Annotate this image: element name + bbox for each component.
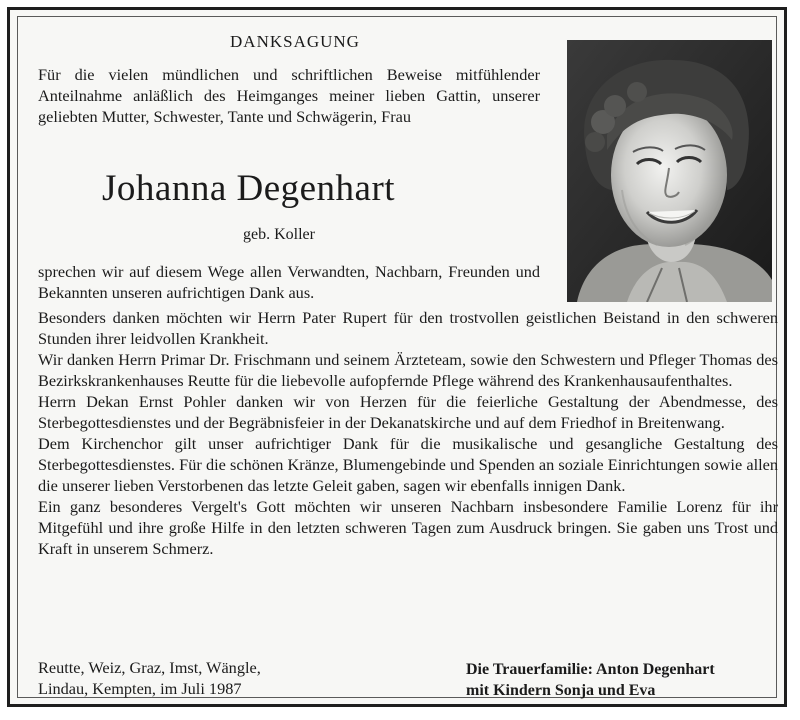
places-line-2: Lindau, Kempten, im Juli 1987 — [38, 679, 242, 698]
deceased-name: Johanna Degenhart — [102, 168, 396, 209]
portrait-photo — [567, 40, 772, 302]
obituary-card — [7, 7, 787, 707]
paragraph-dekan: Herrn Dekan Ernst Pohler danken wir von Herzen für die feierliche Gestaltung der Abendmesse, des Sterbegottesdienstes und der Begräbnisfeier in der Dekanatskirche und auf dem Friedhof in Breitenwang. — [38, 392, 778, 432]
intro-paragraph: Für die vielen mündlichen und schriftlichen Beweise mitfühlender Anteilnahme anläßlich des Heimganges meiner lieben Gattin, unserer geliebten Mutter, Schwester, Tante und Schwägerin, Frau — [38, 65, 540, 126]
body-text — [38, 307, 778, 559]
birth-name: geb. Koller — [243, 226, 315, 243]
paragraph-hospital: Wir danken Herrn Primar Dr. Frischmann und seinem Ärzteteam, sowie den Schwestern und Pfleger Thomas des Bezirkskrankenhauses Reutte für die liebevolle aufopfernde Pflege während des Krankenhausaufenthaltes. — [38, 350, 778, 390]
family-line-1: Die Trauerfamilie: Anton Degenhart — [466, 661, 715, 678]
family-line-2: mit Kindern Sonja und Eva — [466, 682, 656, 699]
thanks-paragraph: sprechen wir auf diesem Wege allen Verwandten, Nachbarn, Freunden und Bekannten unseren aufrichtigen Dank aus. — [38, 262, 540, 302]
portrait-image — [567, 40, 772, 302]
paragraph-neighbors: Ein ganz besonderes Vergelt's Gott möchten wir unseren Nachbarn insbesondere Familie Lorenz für ihr Mitgefühl und ihre große Hilfe in den letzten schweren Tagen zum Ausdruck bringen. Sie gaben uns Trost und Kraft in unserem Schmerz. — [38, 497, 778, 558]
heading: DANKSAGUNG — [230, 32, 360, 51]
places-date — [38, 657, 261, 699]
paragraph-choir: Dem Kirchenchor gilt unser aufrichtiger Dank für die musikalische und gesangliche Gestaltung des Sterbegottesdienstes. Für die schönen Kränze, Blumengebinde und Spenden an soziale Einrichtungen sowie allen die unserer lieben Verstorbenen das letzte Geleit gaben, sagen wir ebenfalls innigen Dank. — [38, 434, 778, 495]
places-line-1: Reutte, Weiz, Graz, Imst, Wängle, — [38, 658, 261, 677]
paragraph-pater-rupert: Besonders danken möchten wir Herrn Pater Rupert für den trostvollen geistlichen Beistand in den schweren Stunden ihrer leidvollen Krankheit. — [38, 308, 778, 348]
family-signature — [466, 659, 715, 701]
